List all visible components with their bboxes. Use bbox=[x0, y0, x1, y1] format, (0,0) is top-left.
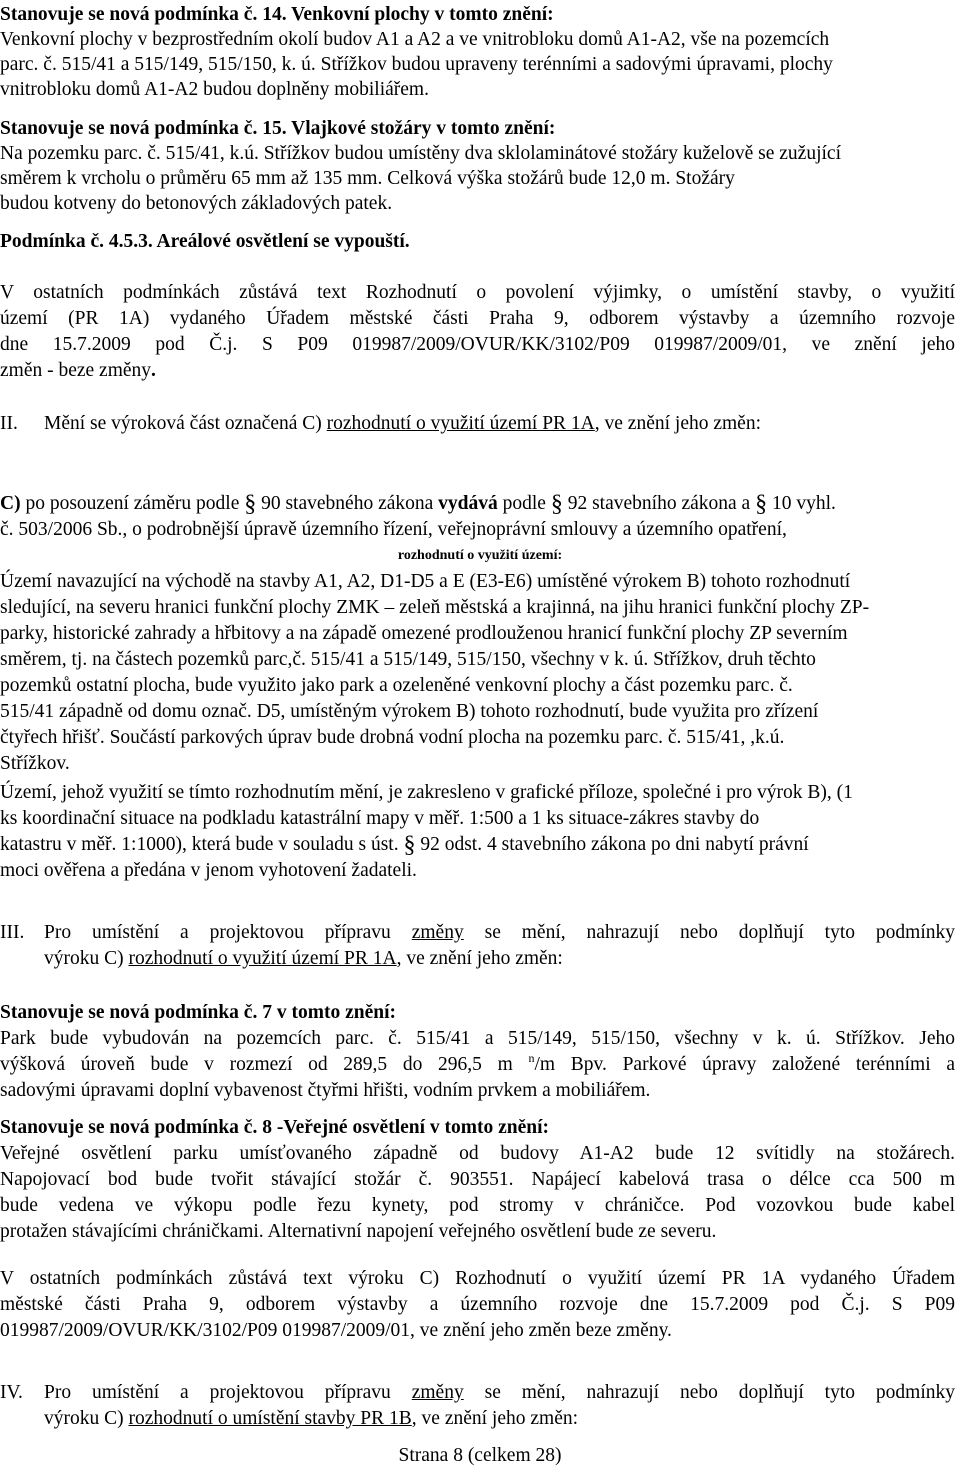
other-conditions-2-line-1: V ostatních podmínkách zůstává text výroku C) Rozhodnutí o využití území PR 1A vydaného Úřadem bbox=[0, 1268, 955, 1289]
text: Pro umístění a projektovou přípravu bbox=[44, 922, 412, 943]
other-conditions-2-line-2: městské části Praha 9, odborem výstavby a územního rozvoje dne 15.7.2009 pod Č.j. S P09 bbox=[0, 1294, 955, 1315]
decision-c-p2-line-1: Území, jehož využití se tímto rozhodnutím mění, je zakresleno v grafické příloze, společné i pro výrok B), (1 bbox=[0, 782, 853, 803]
section-2-text bbox=[44, 411, 761, 437]
section-3-link: rozhodnutí o využití území PR 1A bbox=[128, 948, 397, 969]
decision-c-p2-line-4: moci ověřena a předána v jenom vyhotovení žadateli. bbox=[0, 860, 417, 881]
text: , ve znění jeho změn: bbox=[396, 948, 563, 969]
section-sign-icon: § bbox=[550, 491, 563, 517]
page-footer: Strana 8 (celkem 28) bbox=[398, 1445, 562, 1466]
section-4-line-1 bbox=[44, 1380, 955, 1406]
other-conditions-2-line-3: 019987/2009/OVUR/KK/3102/P09 019987/2009/01, ve znění jeho změn beze změny. bbox=[0, 1320, 672, 1341]
text: /m Bpv. Parkové úpravy založené terénními a bbox=[534, 1054, 955, 1075]
text: 90 stavebného zákona bbox=[256, 493, 439, 514]
text: výroku C) bbox=[44, 1408, 129, 1429]
section-2-text-a: Mění se výroková část označená C) bbox=[44, 413, 327, 434]
condition-8-heading: Stanovuje se nová podmínka č. 8 -Veřejné osvětlení v tomto znění: bbox=[0, 1117, 550, 1138]
text: 92 odst. 4 stavebního zákona po dni nabytí právní bbox=[415, 834, 809, 855]
text: se mění, nahrazují nebo doplňují tyto podmínky bbox=[463, 922, 956, 943]
text: výroku C) bbox=[44, 948, 129, 969]
condition-8-line-4: protažen stávajícími chráničkami. Alternativní napojení veřejného osvětlení bude ze severu. bbox=[0, 1221, 717, 1242]
decision-c-heading: rozhodnutí o využití území: bbox=[397, 548, 563, 563]
condition-453: Podmínka č. 4.5.3. Areálové osvětlení se vypouští. bbox=[0, 231, 410, 252]
text: katastru v měř. 1:1000), která bude v souladu s úst. bbox=[0, 834, 404, 855]
condition-15-heading: Stanovuje se nová podmínka č. 15. Vlajkové stožáry v tomto znění: bbox=[0, 118, 556, 139]
section-2-number: II. bbox=[0, 413, 18, 434]
condition-7-line-3: sadovými úpravami doplní vybavenost čtyřmi hřišti, vodním prvkem a mobiliářem. bbox=[0, 1080, 651, 1101]
decision-c-p1-line-2: sledující, na severu hranici funkční plochy ZMK – zeleň městská a krajinná, na jihu hranici funkční plochy ZP- bbox=[0, 597, 870, 618]
beze-zmeny-text: změn - beze změny bbox=[0, 360, 152, 381]
section-sign-icon: § bbox=[403, 832, 416, 858]
text: , o podrobnější úpravě územního řízení, veřejnoprávní smlouvy a územního opatření, bbox=[122, 519, 787, 540]
decision-c-p1-line-5: pozemků ostatní plocha, bude využito jako park a ozeleněné venkovní plochy a část pozemku parc. č. bbox=[0, 675, 793, 696]
superscript-n: n bbox=[528, 1051, 535, 1065]
section-3-line-1 bbox=[44, 920, 955, 946]
decision-c-p1-line-6: 515/41 západně od domu označ. D5, umístěným výrokem B) tohoto rozhodnutí, bude využita pro zřízení bbox=[0, 701, 819, 722]
condition-7-heading: Stanovuje se nová podmínka č. 7 v tomto znění: bbox=[0, 1002, 396, 1023]
text: výšková úroveň bude v rozmezí od 289,5 do 296,5 m bbox=[0, 1054, 529, 1075]
decision-c-p1-line-8: Střížkov. bbox=[0, 753, 70, 774]
text: Pro umístění a projektovou přípravu bbox=[44, 1382, 412, 1403]
section-sign-icon: § bbox=[755, 491, 768, 517]
section-4-line-2 bbox=[44, 1406, 578, 1432]
condition-15-line-3: budou kotveny do betonových základových patek. bbox=[0, 193, 393, 214]
decision-c-p2-line-2: ks koordinační situace na podkladu katastrální mapy v měř. 1:500 a 1 ks situace-zákres stavby do bbox=[0, 808, 760, 829]
other-conditions-1-line-4 bbox=[0, 358, 156, 384]
decision-c-p1-line-3: parky, historické zahrady a hřbitovy a na západě omezené prodlouženou hranicí funkční plochy ZP severním bbox=[0, 623, 848, 644]
section-3-number: III. bbox=[0, 922, 25, 943]
condition-14-line-1: Venkovní plochy v bezprostředním okolí budov A1 a A2 a ve vnitrobloku domů A1-A2, vše na pozemcích bbox=[0, 29, 830, 50]
condition-15-line-2: směrem k vrcholu o průměru 65 mm až 135 mm. Celková výška stožárů bude 12,0 m. Stožáry bbox=[0, 168, 735, 189]
condition-8-line-1: Veřejné osvětlení parku umísťovaného západně od budovy A1-A2 bude 12 svítidly na stožárech. bbox=[0, 1143, 955, 1164]
text: po posouzení záměru podle bbox=[20, 493, 245, 514]
decision-c-p1-line-7: čtyřech hřišť. Součástí parkových úprav bude drobná vodní plocha na pozemku parc. č. 515/41, ,k.ú. bbox=[0, 727, 785, 748]
condition-8-line-3: bude vedena ve výkopu podle řezu kynety, pod stromy v chráničce. Pod vozovkou bude kabel bbox=[0, 1195, 955, 1216]
vydava-text: vydává bbox=[438, 493, 498, 514]
decision-c-line-2 bbox=[0, 517, 787, 543]
decision-c-line-1 bbox=[0, 491, 836, 517]
section-4-number: IV. bbox=[0, 1382, 23, 1403]
section-sign-icon: § bbox=[244, 491, 257, 517]
text: č. 503/2006 Sb. bbox=[0, 519, 123, 540]
condition-14-line-2: parc. č. 515/41 a 515/149, 515/150, k. ú. Střížkov budou upraveny terénními a sadovými úpravami, plochy bbox=[0, 54, 833, 75]
condition-7-line-1: Park bude vybudován na pozemcích parc. č. 515/41 a 515/149, 515/150, všechny v k. ú. Střížkov. Jeho bbox=[0, 1028, 955, 1049]
section-2-link: rozhodnutí o využití území PR 1A bbox=[326, 413, 595, 434]
text: 92 stavebního zákona a bbox=[562, 493, 756, 514]
text: 10 vyhl. bbox=[767, 493, 836, 514]
section-2-text-b: , ve znění jeho změn: bbox=[594, 413, 761, 434]
other-conditions-1-line-2: území (PR 1A) vydaného Úřadem městské části Praha 9, odborem výstavby a územního rozvoje bbox=[0, 308, 955, 329]
text: podle bbox=[497, 493, 551, 514]
other-conditions-1-line-3: dne 15.7.2009 pod Č.j. S P09 019987/2009/OVUR/KK/3102/P09 019987/2009/01, ve znění jeho bbox=[0, 334, 955, 355]
section-3-line-2 bbox=[44, 946, 563, 972]
decision-c-p1-line-1: Území navazující na východě na stavby A1, A2, D1-D5 a E (E3-E6) umístěné výrokem B) tohoto rozhodnutí bbox=[0, 571, 851, 592]
period: . bbox=[151, 360, 156, 381]
other-conditions-1-line-1: V ostatních podmínkách zůstává text Rozhodnutí o povolení výjimky, o umístění stavby, o využití bbox=[0, 282, 955, 303]
condition-8-line-2: Napojovací bod bude tvořit stávající stožár č. 903551. Napájecí kabelová trasa o délce cca 500 m bbox=[0, 1169, 955, 1190]
condition-14-heading: Stanovuje se nová podmínka č. 14. Venkovní plochy v tomto znění: bbox=[0, 4, 554, 25]
section-4-link: rozhodnutí o umístění stavby PR 1B bbox=[128, 1408, 412, 1429]
decision-c-p1-line-4: směrem, tj. na částech pozemků parc,č. 515/41 a 515/149, 515/150, všechny v k. ú. Střížkov, druh těchto bbox=[0, 649, 816, 670]
condition-15-line-1: Na pozemku parc. č. 515/41, k.ú. Střížkov budou umístěny dva sklolaminátové stožáry kuželově se zužující bbox=[0, 143, 841, 164]
text: , ve znění jeho změn: bbox=[411, 1408, 579, 1429]
decision-c-label: C) bbox=[0, 493, 21, 514]
zmeny-link: změny bbox=[411, 922, 464, 943]
condition-7-line-2 bbox=[0, 1052, 955, 1078]
zmeny-link: změny bbox=[411, 1382, 464, 1403]
decision-c-p2-line-3 bbox=[0, 832, 809, 858]
condition-14-line-3: vnitrobloku domů A1-A2 budou doplněny mobiliářem. bbox=[0, 79, 429, 100]
text: se mění, nahrazují nebo doplňují tyto podmínky bbox=[463, 1382, 956, 1403]
